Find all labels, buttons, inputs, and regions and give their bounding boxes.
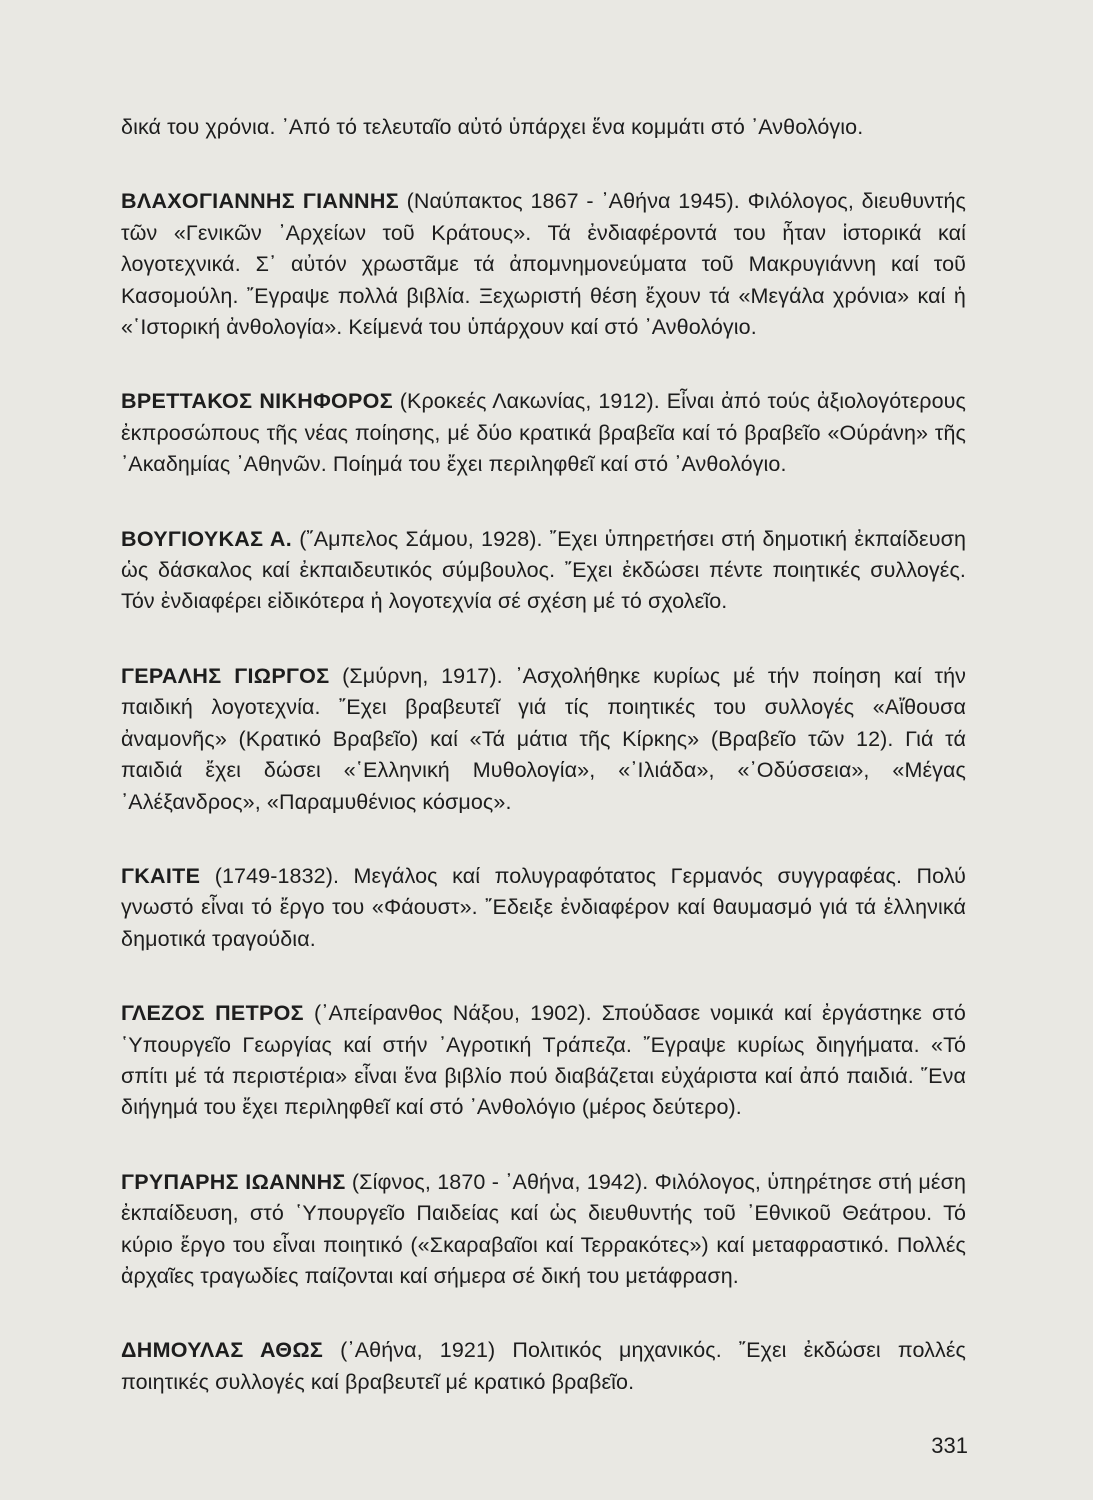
entry-vrettakos (121, 386, 966, 480)
entry-geralis (121, 661, 966, 818)
entry-name: ΓΚΑΙΤΕ (121, 863, 201, 888)
entry-goethe (121, 861, 966, 955)
entry-text: (Σίφνος, 1870 - ᾽Αθήνα, 1942). Φιλόλογος, ὑπηρέτησε στή μέση ἐκπαίδευση, στό ῾Υπουργεῖο Παιδείας καί ὡς διευθυντής τοῦ ᾽Εθνικοῦ Θεάτρου. Τό κύριο ἔργο του εἶναι ποιητικό («Σκαραβαῖοι καί Τερρακότες») καί μεταφραστικό. Πολλές ἀρχαῖες τραγωδίες παίζονται καί σήμερα σέ δική του μετάφραση. (121, 1169, 967, 1288)
entry-name: ΒΟΥΓΙΟΥΚΑΣ Α. (121, 526, 292, 551)
entry-gryparis (121, 1167, 966, 1293)
entry-text: (᾽Αθήνα, 1921) Πολιτικός μηχανικός. ῎Εχει ἐκδώσει πολλές ποιητικές συλλογές καί βραβευτεῖ μέ κρατικό βραβεῖο. (121, 1338, 967, 1394)
entry-text: (Σμύρνη, 1917). ᾽Ασχολήθηκε κυρίως μέ τήν ποίηση καί τήν παιδική λογοτεχνία. ῎Εχει βραβευτεῖ γιά τίς ποιητικές του συλλογές «Αἴθουσα ἀναμονῆς» (Κρατικό Βραβεῖο) καί «Τά μάτια τῆς Κίρκης» (Βραβεῖο τῶν 12). Γιά τά παιδιά ἔχει δώσει «῾Ελληνική Μυθολογία», «᾽Ιλιάδα», «᾽Οδύσσεια», «Μέγας ᾽Αλέξανδρος», «Παραμυθένιος κόσμος». (121, 663, 966, 814)
entry-dimoulas (121, 1335, 966, 1398)
entry-vlachogiannis (121, 186, 966, 343)
entry-text: (῎Αμπελος Σάμου, 1928). ῎Εχει ὑπηρετήσει στή δημοτική ἐκπαίδευση ὡς δάσκαλος καί ἐκπαιδευτικός σύμβουλος. ῎Εχει ἐκδώσει πέντε ποιητικές συλλογές. Τόν ἐνδιαφέρει εἰδικότερα ἡ λογοτεχνία σέ σχέση μέ τό σχολεῖο. (121, 526, 966, 614)
text-body (121, 112, 966, 1441)
entry-vougioukas (121, 524, 966, 618)
entry-text: (᾽Απείρανθος Νάξου, 1902). Σπούδασε νομικά καί ἐργάστηκε στό ῾Υπουργεῖο Γεωργίας καί στήν ᾽Αγροτική Τράπεζα. ῎Εγραψε κυρίως διηγήματα. «Τό σπίτι μέ τά περιστέρια» εἶναι ἕνα βιβλίο πού διαβάζεται εὐχάριστα καί ἀπό παιδιά. ῞Ενα διήγημά του ἔχει περιληφθεῖ καί στό ᾽Ανθολόγιο (μέρος δεύτερο). (121, 1001, 966, 1120)
entry-text: (Ναύπακτος 1867 - ᾽Αθήνα 1945). Φιλόλογος, διευθυντής τῶν «Γενικῶν ᾽Αρχείων τοῦ Κράτους». Τά ἐνδιαφέροντά του ἦταν ἱστορικά καί λογοτεχνικά. Σ᾽ αὐτόν χρωστᾶμε τά ἀπομνημονεύματα τοῦ Μακρυγιάννη καί τοῦ Κασομούλη. ῎Εγραψε πολλά βιβλία. Ξεχωριστή θέση ἔχουν τά «Μεγάλα χρόνια» καί ἡ «῾Ιστορική ἀνθολογία». Κείμενά του ὑπάρχουν καί στό ᾽Ανθολόγιο. (121, 189, 967, 340)
entry-name: ΓΛΕΖΟΣ ΠΕΤΡΟΣ (121, 1001, 304, 1026)
entry-name: ΔΗΜΟΥΛΑΣ ΑΘΩΣ (121, 1338, 324, 1363)
intro-paragraph: δικά του χρόνια. ᾽Από τό τελευταῖο αὐτό ὑπάρχει ἕνα κομμάτι στό ᾽Ανθολόγιο. (121, 115, 864, 139)
entry-name: ΒΡΕΤΤΑΚΟΣ ΝΙΚΗΦΟΡΟΣ (121, 389, 393, 414)
entry-glezos (121, 998, 966, 1124)
entry-name: ΒΛΑΧΟΓΙΑΝΝΗΣ ΓΙΑΝΝΗΣ (121, 189, 399, 214)
entry-name: ΓΕΡΑΛΗΣ ΓΙΩΡΓΟΣ (121, 663, 330, 688)
entry-text: (Κροκεές Λακωνίας, 1912). Εἶναι ἀπό τούς ἀξιολογότερους ἐκπροσώπους τῆς νέας ποίησης, μέ δύο κρατικά βραβεῖα καί τό βραβεῖο «Ούράνη» τῆς ᾽Ακαδημίας ᾽Αθηνῶν. Ποίημά του ἔχει περιληφθεῖ καί στό ᾽Ανθολόγιο. (121, 389, 966, 477)
entry-text: (1749-1832). Μεγάλος καί πολυγραφότατος Γερμανός συγγραφέας. Πολύ γνωστό εἶναι τό ἔργο του «Φάουστ». ῎Εδειξε ἐνδιαφέρον καί θαυμασμό γιά τά ἑλληνικά δημοτικά τραγούδια. (121, 863, 966, 951)
page-number: 331 (931, 1433, 968, 1458)
entry-name: ΓΡΥΠΑΡΗΣ ΙΩΑΝΝΗΣ (121, 1169, 346, 1194)
